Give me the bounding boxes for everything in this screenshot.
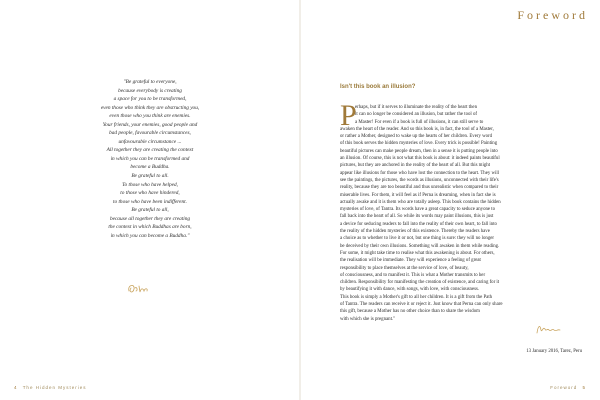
poem-line: to those who have been indifferent. (113, 198, 187, 205)
poem-line: Your friends, your enemies, good people and (102, 121, 198, 128)
poem-line: even those who you think are enemies. (109, 113, 191, 120)
quote-poem (36, 78, 264, 240)
poem-line: even those who think they are obstructing you, (100, 104, 200, 111)
body-line: pictures, but they are anchored in the reality of the heart of all. But this might (340, 163, 490, 169)
body-line: see the paintings, the pictures, the words as illusions, unconnected with their life's (340, 177, 499, 183)
osho-signature-icon (126, 279, 150, 297)
body-line: a choice as to whether to live it or not, but one thing is sure: they will no longer (340, 236, 495, 242)
body-line: a device for seducing readers to fall into the reality of their own heart, to fall into (340, 221, 497, 227)
body-line: miserable lives. For them, it will feel as if Perna is dreaming, when in fact she is (340, 192, 496, 198)
drop-cap: P (340, 99, 357, 132)
poem-line: become a Buddha. (130, 164, 170, 171)
body-line: This book is simply a Mother's gift to all her children. It is a gift from the Path (340, 294, 493, 300)
poem-line: Be grateful to all. (131, 173, 169, 180)
poem-line: because all together they are creating (109, 215, 191, 222)
poem-line: Be grateful to all, (131, 207, 169, 214)
body-text (340, 99, 578, 323)
body-line: mysteries of love, of Tantra. Its words have a great capacity to seduce anyone to (340, 207, 496, 213)
body-line: by beautifying it with dance, with songs, with love, with consciousness. (340, 287, 480, 293)
body-line: reality, because they are too beautiful and thus unrealistic when compared to their (340, 185, 499, 191)
poem-line: unfavourable circumstance ... (118, 138, 182, 145)
poem-line: in which you can become a Buddha." (110, 232, 190, 239)
body-line: the realisation will be immediate. They will experience a feeling of great (340, 258, 481, 264)
poem-line: the context in which Buddhas are born, (108, 224, 192, 231)
body-line: actually awake and it is them who are totally asleep. This book contains the hidden (340, 199, 501, 205)
section-question: Isn't this book an illusion? (340, 84, 416, 90)
body-line: fall back into the heart of all. So while its words may paint illusions, this is just (340, 214, 494, 220)
page-number-right: 5 (582, 385, 586, 390)
body-line: beautiful pictures can make people dream, then in a sense it is putting people into (340, 148, 498, 154)
body-line: of consciousness, and to manifest it. This is what a Mother transmits to her (340, 272, 486, 278)
author-signature-icon (534, 320, 562, 338)
body-line: it can no longer be considered an illusion, but rather the tool of (355, 112, 478, 118)
body-paragraph (340, 104, 578, 323)
body-line: with which she is pregnant." (340, 316, 396, 322)
body-line: or rather a Mother, designed to wake up the hearts of her children. Every word (340, 134, 493, 140)
body-line: an illusion. Of course, this is not what this book is about: it indeed paints beautiful (340, 156, 500, 162)
body-line: a Master! For even if a book is full of illusions, it can still serve to (355, 119, 484, 125)
body-line: erhaps, but if it serves to illuminate the reality of the heart then (355, 105, 477, 110)
body-line: children. Responsibility for manifesting the creation of existence, and caring for it (340, 280, 500, 286)
footer-left (14, 385, 86, 390)
dateline: 13 January 2016, Tarez, Peru (526, 349, 582, 354)
poem-line: "Be grateful to everyone, (123, 79, 177, 85)
poem-line: All together they are creating the context (106, 147, 194, 154)
poem-line: to those who have hindered, (120, 190, 180, 197)
body-line: For some, it might take time to realise what this awakening is about. For others, (340, 250, 495, 256)
footer-right (550, 385, 586, 390)
body-line: appear like illusions for those who have lost the connection to the heart. They will (340, 170, 500, 176)
body-line: awaken the heart of the reader. And so this book is, in fact, the tool of a Master, (340, 126, 494, 132)
body-line: the reality of the hidden mysteries of this existence. Thereby the readers have (340, 229, 490, 235)
poem-line: a space for you to be transformed, (113, 96, 187, 103)
body-line: of Tantra. The readers can receive it or reject it. Just know that Perna can only share (340, 302, 503, 308)
left-page (0, 0, 299, 400)
poem-line: because everybody is creating (118, 87, 182, 94)
page-number-left: 4 (14, 385, 18, 390)
book-title: The Hidden Mysteries (22, 385, 87, 390)
section-title-footer: Foreword (550, 385, 578, 390)
poem-line: bad people, favourable circumstances, (109, 130, 191, 137)
body-line: of this book serves the hidden mysteries of love. Every trick is possible! Painting (340, 141, 498, 147)
poem-line: To those who have helped, (122, 181, 178, 188)
body-line: responsibility to place themselves at the service of love, of beauty, (340, 265, 469, 271)
poem-line: in which you can be transformed and (110, 155, 190, 162)
page-title: Foreword (517, 8, 588, 22)
body-line: be deceived by their own illusions. Something will awaken in them while reading. (340, 243, 500, 249)
body-line: this gift, because a Mother has no other choice than to share the wisdom (340, 309, 480, 315)
